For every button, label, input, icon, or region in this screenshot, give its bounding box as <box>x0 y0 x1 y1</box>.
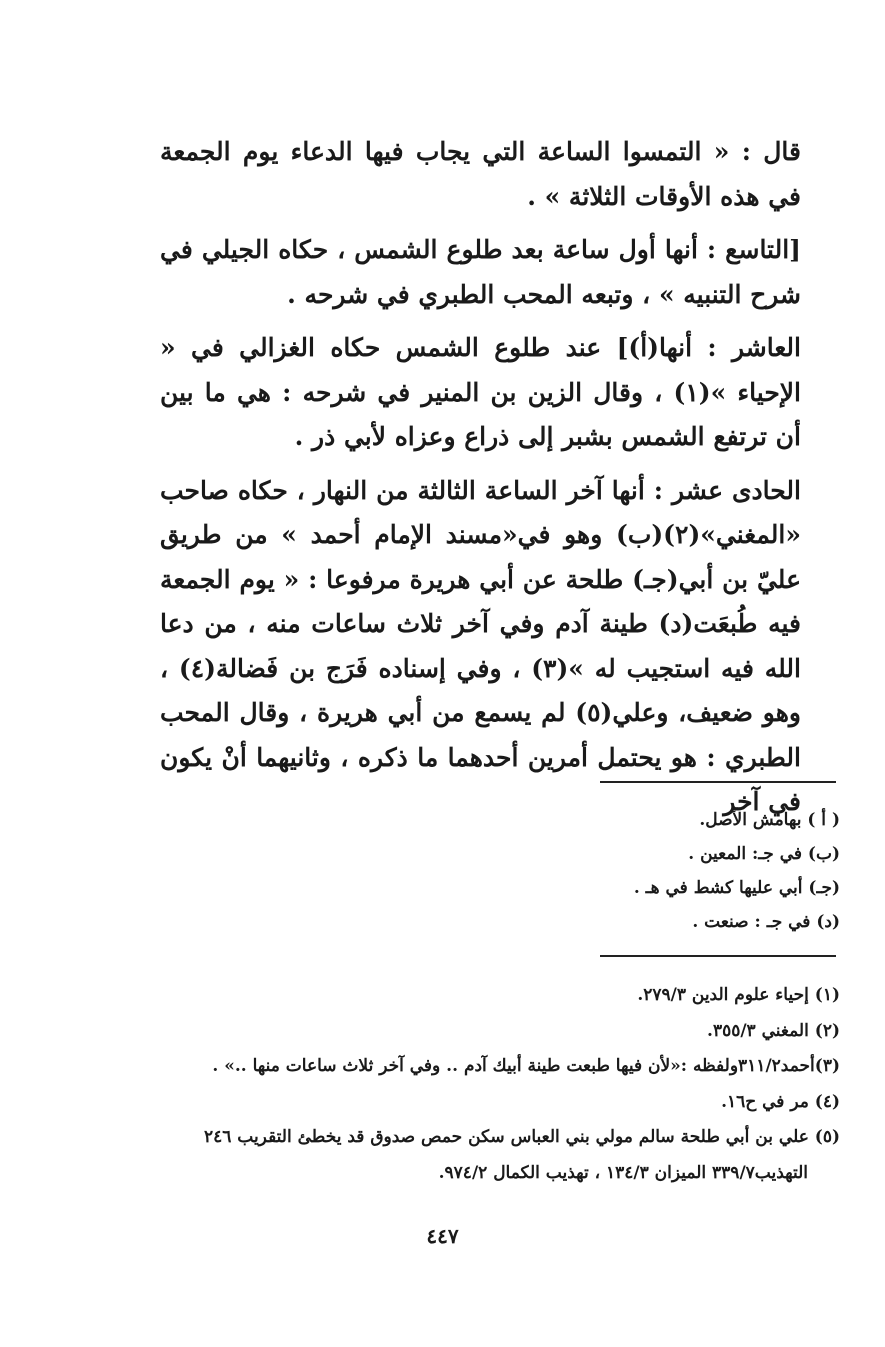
footnote-4: (٤) مر في ح١٦. <box>721 1091 840 1112</box>
footnote-b: (ب) في جـ: المعين . <box>688 844 840 864</box>
footnote-divider-top <box>600 781 836 783</box>
paragraph-1: قال : « التمسوا الساعة التي يجاب فيها الدعاء يوم الجمعة في هذه الأوقات الثلاثة » . <box>160 137 801 211</box>
footnote-3: (٣)أحمد٣١١/٢ولفظه :«لأن فيها طبعت طينة أبيك آدم .. وفي آخر ثلاث ساعات منها ..» . <box>212 1056 840 1076</box>
footnote-d: (د) في جـ : صنعت . <box>692 912 840 932</box>
paragraph-4: الحادى عشر : أنها آخر الساعة الثالثة من النهار ، حكاه صاحب «المغني»(٢)(ب) وهو في«مسند الإمام أحمد » من طريق عليّ بن أبي(جـ) طلحة عن أبي هريرة مرفوعا : « يوم الجمعة فيه طُبعَت(د) طينة آدم وفي آخر ثلاث ساعات منه ، من دعا الله فيه استجيب له »(٣) ، وفي إسناده فَرَج بن فَضالة(٤) ، وهو ضعيف، وعلي(٥) لم يسمع من أبي هريرة ، وقال المحب الطبري : هو يحتمل أمرين أحدهما ما ذكره ، وثانيهما أنْ يكون في آخر <box>160 475 801 816</box>
footnote-5-continuation: التهذيب٣٣٩/٧ الميزان ١٣٤/٣ ، تهذيب الكمال ٩٧٤/٢. <box>438 1162 808 1183</box>
footnote-5: (٥) علي بن أبي طلحة سالم مولي بني العباس سكن حمص صدوق قد يخطئ التقريب ٢٤٦ <box>203 1127 840 1147</box>
main-text <box>160 130 835 825</box>
numbered-footnotes <box>160 978 840 1191</box>
page-number: ٤٤٧ <box>426 1224 459 1248</box>
footnote-divider-bottom <box>600 955 836 957</box>
footnote-j: (جـ) أبي عليها كشط في هـ . <box>633 878 840 898</box>
footnote-a: ( أ ) بهامش الأصل. <box>699 810 840 830</box>
paragraph-3: العاشر : أنها(أ)] عند طلوع الشمس حكاه الغزالي في « الإحياء »(١) ، وقال الزين بن المنير في شرحه : هي ما بين أن ترتفع الشمس بشبر إلى ذراع وعزاه لأبي ذر . <box>160 333 801 451</box>
footnote-2: (٢) المغني ٣٥٥/٣. <box>707 1020 840 1041</box>
footnote-1: (١) إحياء علوم الدين ٢٧٩/٣. <box>637 985 840 1005</box>
paragraph-2: [التاسع : أنها أول ساعة بعد طلوع الشمس ، حكاه الجيلي في شرح التنبيه » ، وتبعه المحب الطبري في شرحه . <box>160 235 801 309</box>
letter-footnotes <box>160 803 840 939</box>
